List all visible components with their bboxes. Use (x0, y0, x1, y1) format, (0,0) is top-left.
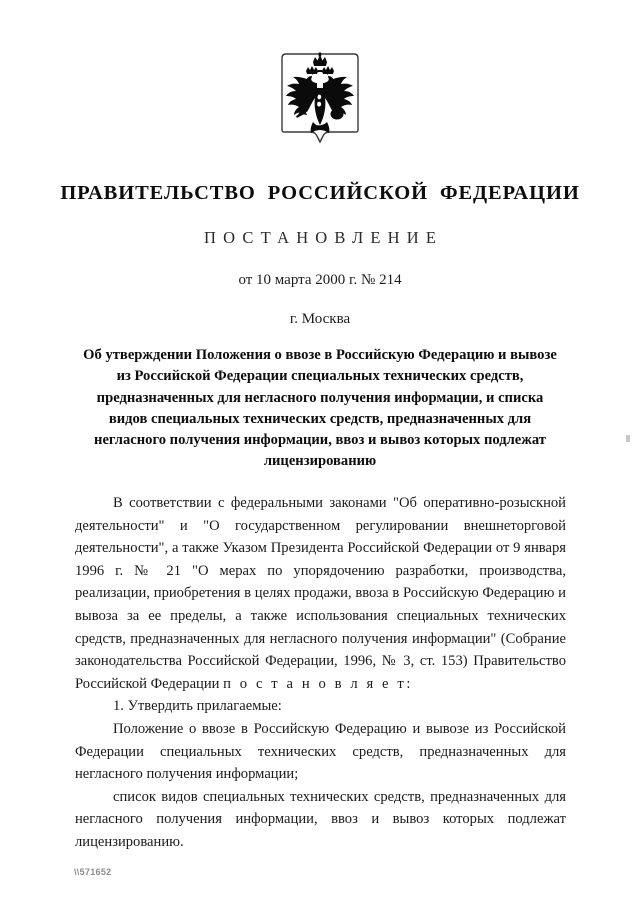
subject-line: лицензированию (263, 453, 377, 470)
document-kind-heading: ПОСТАНОВЛЕНИЕ (203, 228, 444, 247)
clause-1: 1. Утвердить прилагаемые: (113, 698, 282, 715)
preamble-text: В соответствии с федеральными законами "Об оперативно-розыскной деятельности" и "О государственном регулировании внешнеторговой деятельности", а также Указом Президента Российской Федерации от 9 января 1996 г. № 21 "О мерах по упорядочению разработки, производства, реализации, приобретения в целях продажи, ввоза в Российскую Федерацию и вывоза за ее пределы, а также использования специальных технических средств, предназначенных для негласного получения информации" (Собрание законодательства Российской Федерации, 1996, № 3, ст. 153) Правительство Российской Федерации (75, 495, 566, 692)
resolves-keyword: п о с т а н о в л я е т (223, 675, 407, 692)
document-subject-title (70, 345, 570, 473)
clause-1-subitem-a: Положение о ввозе в Российскую Федерацию и вывозе из Российской Федерации специальных технических средств, предназначенных для негласного получения информации; (75, 720, 566, 783)
footer-document-code: \\571652 (74, 867, 112, 877)
coat-of-arms-container (0, 52, 640, 152)
page-edge-artifact (626, 435, 630, 442)
subject-line: из Российской Федерации специальных технических средств, (116, 368, 524, 385)
subject-line: видов специальных технических средств, предназначенных для (108, 410, 532, 427)
preamble-colon: : (406, 675, 411, 692)
document-body (75, 492, 566, 854)
document-date-number: от 10 марта 2000 г. № 214 (238, 272, 402, 288)
subject-line: предназначенных для негласного получения информации, и списка (96, 389, 544, 406)
clause-1-subitem-b: список видов специальных технических средств, предназначенных для негласного получения информации, ввоз и вывоз которых подлежат лицензированию. (75, 788, 566, 850)
russian-federation-coat-of-arms-icon (279, 52, 361, 152)
preamble-paragraph (75, 492, 566, 695)
government-title: ПРАВИТЕЛЬСТВО РОССИЙСКОЙ ФЕДЕРАЦИИ (60, 182, 580, 204)
subject-line: негласного получения информации, ввоз и вывоз которых подлежат (94, 432, 546, 449)
document-city: г. Москва (289, 311, 351, 327)
subject-line: Об утверждении Положения о ввозе в Российскую Федерацию и вывозе (83, 347, 557, 363)
